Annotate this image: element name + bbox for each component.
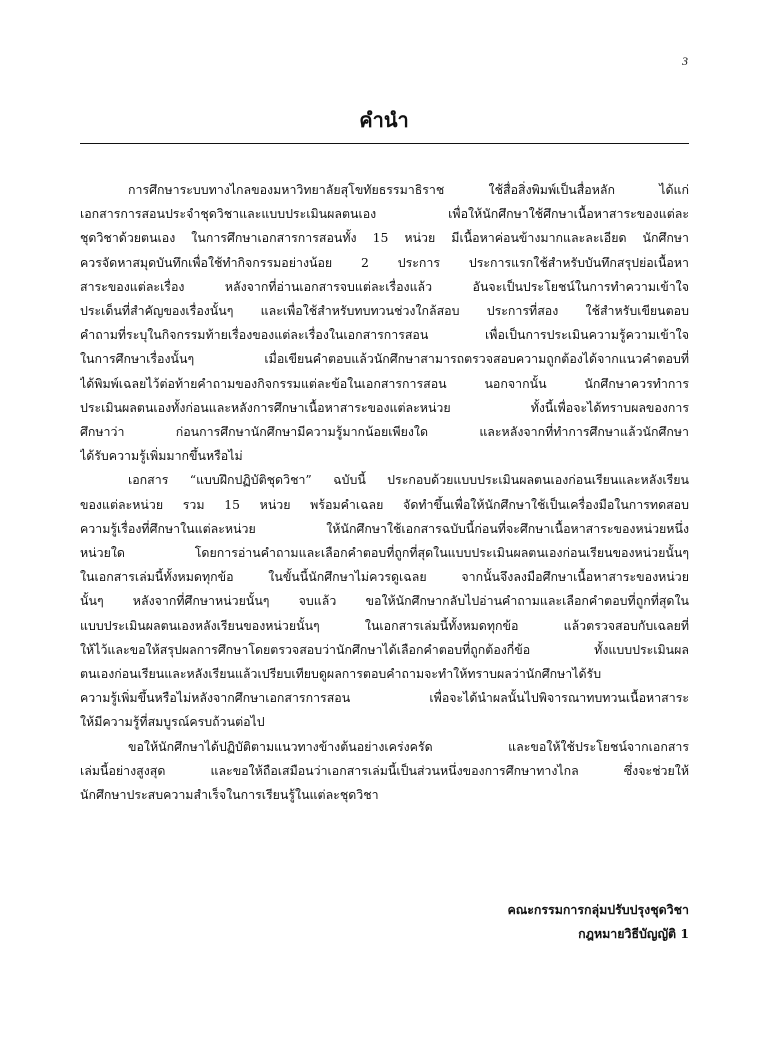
text-line: คำถามที่ระบุในกิจกรรมท้ายเรื่องของแต่ละเรื่องในเอกสารการสอน เพื่อเป็นการประเมินความรู้ความเข้าใจ [80,327,689,343]
text-line: หน่วยใด โดยการอ่านคำถามและเลือกคำตอบที่ถูกที่สุดในแบบประเมินผลตนเองก่อนเรียนของหน่วยนั้นๆ [80,545,689,561]
text-line: ตนเองก่อนเรียนและหลังเรียนแล้วเปรียบเทียบดูผลการตอบคำถามจะทำให้ทราบผลว่านักศึกษาได้รับ [80,666,602,682]
text-line: ประเมินผลตนเองทั้งก่อนและหลังการศึกษาเนื้อหาสาระของแต่ละหน่วย ทั้งนี้เพื่อจะได้ทราบผลของการ [80,399,689,415]
text-line: ประเด็นที่สำคัญของเรื่องนั้นๆ และเพื่อใช้สำหรับทบทวนช่วงใกล้สอบ ประการที่สอง ใช้สำหรับเขียนตอบ [80,303,689,319]
text-line: เอกสาร “แบบฝึกปฏิบัติชุดวิชา” ฉบับนี้ ประกอบด้วยแบบประเมินผลตนเองก่อนเรียนและหลังเรียน [128,472,689,488]
text-line: เอกสารการสอนประจำชุดวิชาและแบบประเมินผลตนเอง เพื่อให้นักศึกษาใช้ศึกษาเนื้อหาสาระของแต่ละ [80,206,689,222]
text-line: ศึกษาว่า ก่อนการศึกษานักศึกษามีความรู้มากน้อยเพียงใด และหลังจากที่ทำการศึกษาแล้วนักศึกษา [80,424,689,440]
text-line: ของแต่ละหน่วย รวม 15 หน่วย พร้อมคำเฉลย จัดทำขึ้นเพื่อให้นักศึกษาใช้เป็นเครื่องมือในการทดสอบ [80,496,689,512]
text-line: เล่มนี้อย่างสูงสุด และขอให้ถือเสมือนว่าเอกสารเล่มนี้เป็นส่วนหนึ่งของการศึกษาทางไกล ซึ่งจะช่วยให้ [80,762,689,778]
text-line: การศึกษาระบบทางไกลของมหาวิทยาลัยสุโขทัยธรรมาธิราช ใช้สื่อสิ่งพิมพ์เป็นสื่อหลัก ได้แก่ [128,182,689,197]
text-line: แบบประเมินผลตนเองหลังเรียนของหน่วยนั้นๆ ในเอกสารเล่มนี้ทั้งหมดทุกข้อ แล้วตรวจสอบกับเฉลยที่ [80,617,689,633]
text-line: ควรจัดหาสมุดบันทึกเพื่อใช้ทำกิจกรรมอย่างน้อย 2 ประการ ประการแรกใช้สำหรับบันทึกสรุปย่อเนื้อหา [80,254,689,270]
text-line: ชุดวิชาด้วยตนเอง ในการศึกษาเอกสารการสอนทั้ง 15 หน่วย มีเนื้อหาค่อนข้างมากและละเอียด นักศึกษา [80,230,689,246]
paragraph-3 [80,735,689,808]
page-title: คำนำ [359,108,409,132]
text-line: นักศึกษาประสบความสำเร็จในการเรียนรู้ในแต่ละชุดวิชา [80,787,379,803]
text-line: ความรู้เพิ่มขึ้นหรือไม่หลังจากศึกษาเอกสารการสอน เพื่อจะได้นำผลนั้นไปพิจารณาทบทวนเนื้อหาสาระ [80,690,689,706]
text-line: ได้รับความรู้เพิ่มมากขึ้นหรือไม่ [80,448,243,464]
text-line: ในการศึกษาเรื่องนั้นๆ เมื่อเขียนคำตอบแล้วนักศึกษาสามารถตรวจสอบความถูกต้องได้จากแนวคำตอบที่ [80,351,689,367]
signature-block [507,898,689,946]
paragraph-2 [80,468,689,734]
text-line: ความรู้เรื่องที่ศึกษาในแต่ละหน่วย ให้นักศึกษาใช้เอกสารฉบับนี้ก่อนที่จะศึกษาเนื้อหาสาระของหน่วยหนึ่ง [80,520,689,536]
paragraph-1 [80,178,689,468]
text-line: สาระของแต่ละเรื่อง หลังจากที่อ่านเอกสารจบแต่ละเรื่องแล้ว อันจะเป็นประโยชน์ในการทำความเข้าใจ [80,278,689,294]
text-line: ในเอกสารเล่มนี้ทั้งหมดทุกข้อ ในขั้นนี้นักศึกษาไม่ควรดูเฉลย จากนั้นจึงลงมือศึกษาเนื้อหาสาระของหน่วย [80,569,689,585]
signature-course: กฎหมายวิธีบัญญัติ 1 [578,926,689,941]
text-line: ได้พิมพ์เฉลยไว้ต่อท้ายคำถามของกิจกรรมแต่ละข้อในเอกสารการสอน นอกจากนั้น นักศึกษาควรทำการ [80,375,689,391]
text-line: ให้ไว้และขอให้สรุปผลการศึกษาโดยตรวจสอบว่านักศึกษาได้เลือกคำตอบที่ถูกต้องกี่ข้อ ทั้งแบบประเมินผล [80,641,689,657]
text-line: นั้นๆ หลังจากที่ศึกษาหน่วยนั้นๆ จบแล้ว ขอให้นักศึกษากลับไปอ่านคำถามและเลือกคำตอบที่ถูกที่สุดใน [80,593,689,609]
signature-committee: คณะกรรมการกลุ่มปรับปรุงชุดวิชา [507,902,689,917]
text-line: ให้มีความรู้ที่สมบูรณ์ครบถ้วนต่อไป [80,714,265,730]
title-divider [80,143,689,144]
preface-body [80,178,689,807]
page-number: 3 [682,54,688,68]
text-line: ขอให้นักศึกษาได้ปฏิบัติตามแนวทางข้างต้นอย่างเคร่งครัด และขอให้ใช้ประโยชน์จากเอกสาร [128,738,689,754]
